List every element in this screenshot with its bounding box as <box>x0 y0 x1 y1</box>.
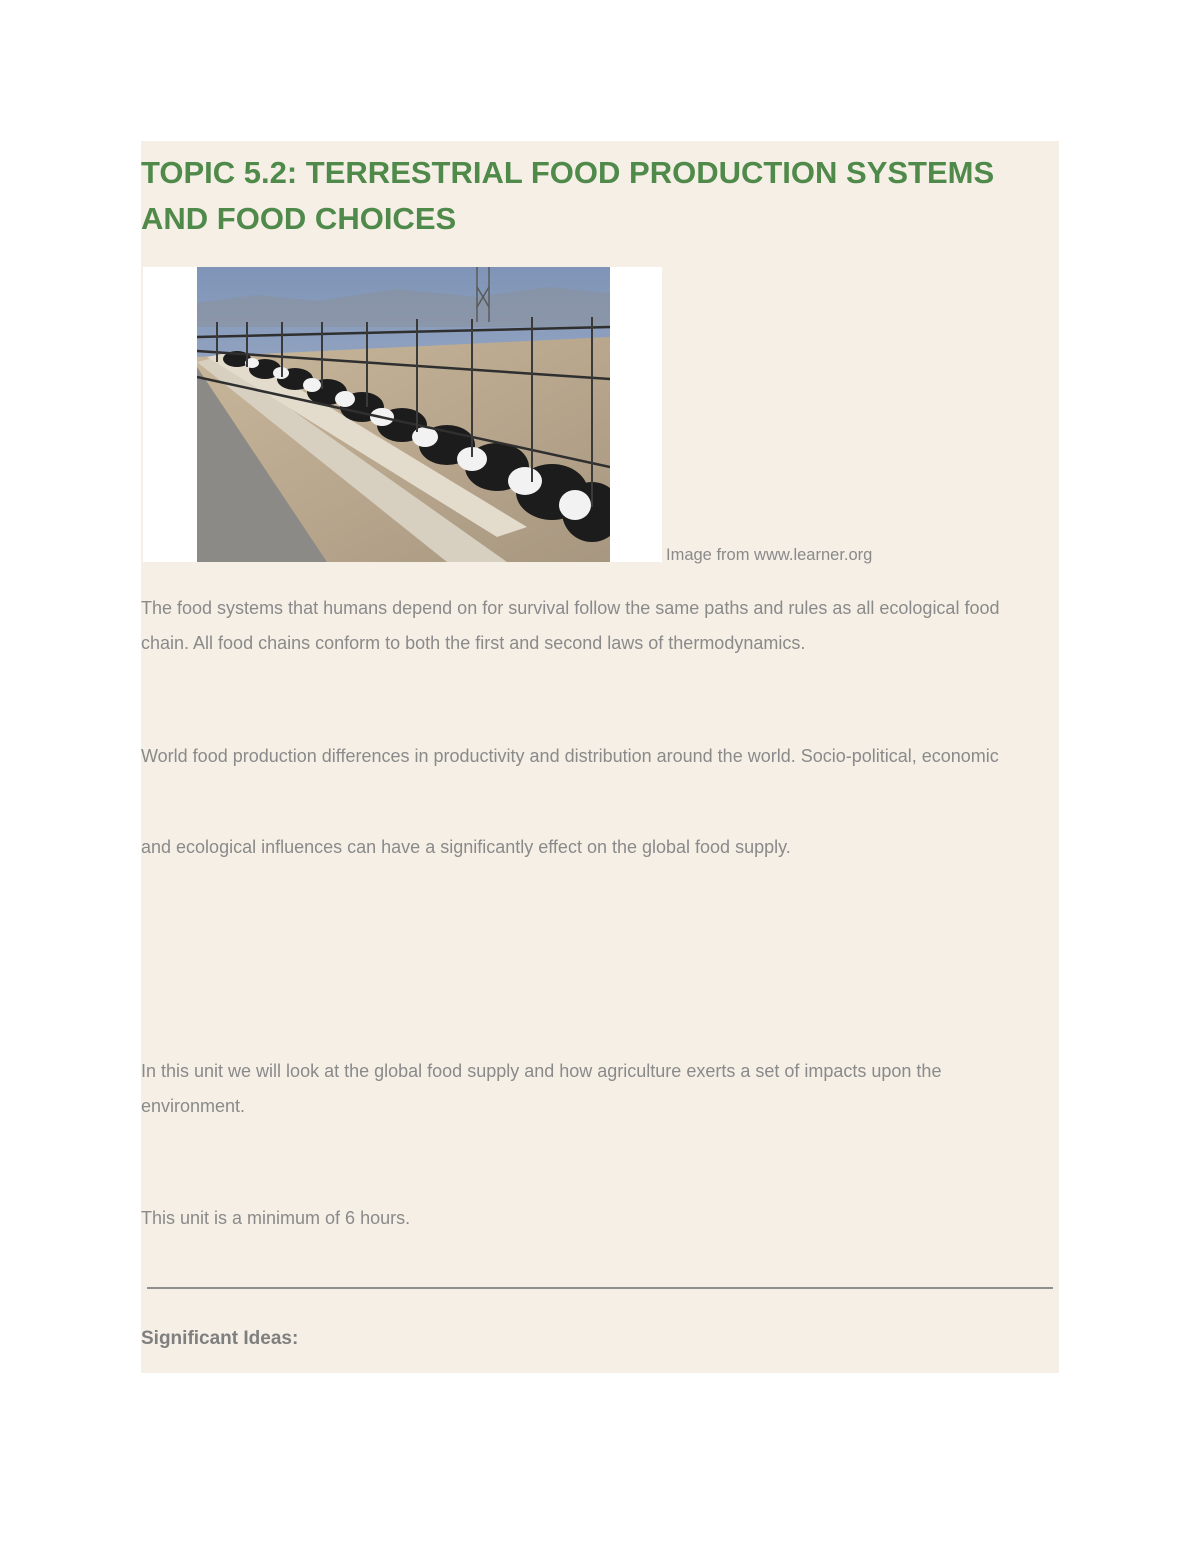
unit-duration-paragraph: This unit is a minimum of 6 hours. <box>141 1208 411 1228</box>
feedlot-cattle-photo <box>197 267 610 562</box>
significant-ideas-heading: Significant Ideas: <box>141 1328 299 1349</box>
production-paragraph-line1: World food production differences in productivity and distribution around the world. Socio-political, economic <box>141 746 999 766</box>
image-caption: Image from www.learner.org <box>666 546 873 564</box>
intro-paragraph: The food systems that humans depend on for survival follow the same paths and rules as all ecological food chain. All food chains conform to both the first and second laws of thermodynamics. <box>141 598 1000 653</box>
page-title: TOPIC 5.2: TERRESTRIAL FOOD PRODUCTION SYSTEMS AND FOOD CHOICES <box>141 155 995 236</box>
unit-overview-paragraph: In this unit we will look at the global food supply and how agriculture exerts a set of impacts upon the environment. <box>141 1061 942 1116</box>
horizontal-divider <box>147 1287 1053 1289</box>
production-paragraph-line2: and ecological influences can have a significantly effect on the global food supply. <box>141 837 791 857</box>
image-frame <box>143 267 662 562</box>
